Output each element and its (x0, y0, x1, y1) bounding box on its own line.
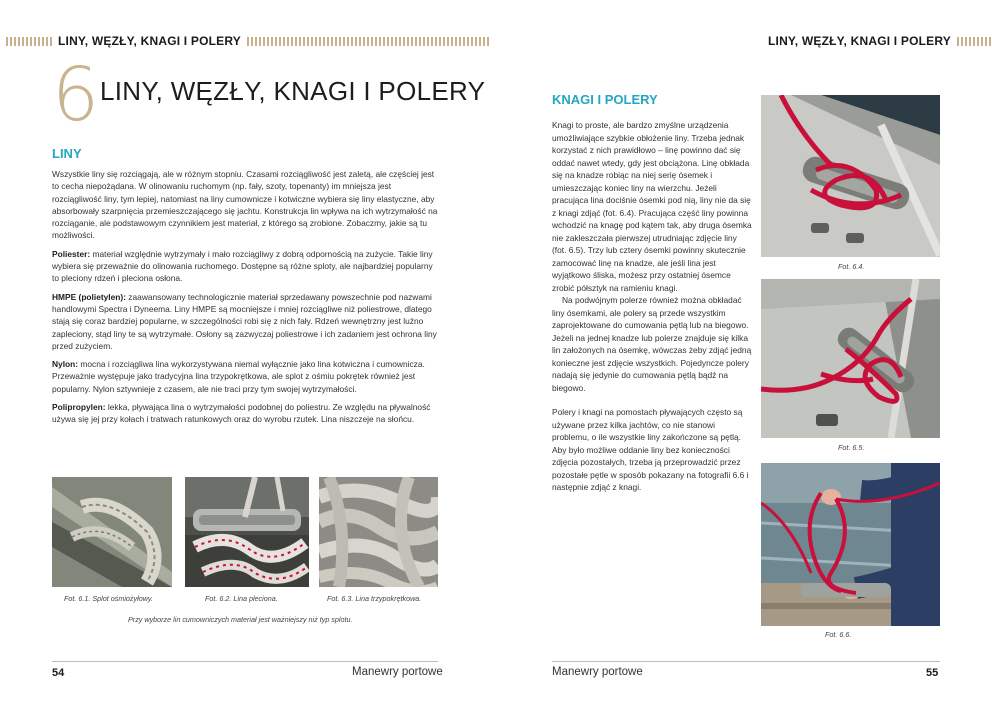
right-running-header (496, 34, 992, 48)
left-body-text (52, 168, 438, 432)
material-hmpe (52, 291, 438, 352)
photo-6-2-braided-rope (185, 477, 309, 587)
material-text: materiał względnie wytrzymały i mało rozciągliwy z dobrą odpornością na zużycie. Takie liny wybiera się przeważnie do olinowania ruchomego. Dostępne są różne sploty, ale najbardziej popularny to pleciony rdzeń i pleciona osłona. (52, 248, 433, 284)
page-number-right: 55 (926, 667, 939, 679)
material-poliester (52, 248, 438, 285)
photo-6-3-three-strand-rope (319, 477, 438, 587)
chapter-title: LINY, WĘZŁY, KNAGI I POLERY (100, 76, 486, 106)
material-nylon (52, 358, 438, 395)
material-polipropylen (52, 401, 438, 426)
left-running-header (0, 34, 496, 48)
material-text: lekka, pływająca lina o wytrzymałości podobnej do poliestru. Ze względu na pływalność używa się jej przy kołach i tratwach ratunkowych oraz do wyrobu rzutek. Lina niszczeje na słońcu. (52, 402, 431, 425)
intro-paragraph: Wszystkie liny się rozciągają, ale w różnym stopniu. Czasami rozciągliwość jest zaletą, ale częściej jest to cecha niepożądana. W olinowaniu ruchomym (np. fały, szoty, topenanty) im mniejsza jest rozciągliwość liny, tym lepiej, natomiast na liny cumownicze i kotwiczne wybiera się liny elastyczne, aby absorbowały szarpnięcia przemieszczającego się jachtu. Konstrukcja lin wpływa na ich wytrzymałość na rozciąganie, ale podstawowym czynnikiem jest materiał, z którego są zrobione. Zobaczmy, jakie są tu możliwości. (52, 169, 438, 241)
photo-6-1-eight-strand-splice (52, 477, 172, 587)
running-head-right: LINY, WĘZŁY, KNAGI I POLERY (768, 34, 951, 48)
paragraph-knagi-intro: Knagi to proste, ale bardzo zmyślne urządzenia umożliwiające szybkie obłożenie liny. Trzeba jednak korzystać z nich prawidłowo – linę powinno dać się oddać nawet wtedy, gdy jest obciążona. Linę obkłada się na knadze robiąc na niej serię ósemek i umieszczając koniec liny na wierzchu. Jeżeli pracująca lina dociśnie ósemki pod nią, liny nie da się z knagi zdjąć (fot. 6.4). Pracująca część liny powinna wchodzić na knagę pod kątem tak, aby druga ósemka nie zakleszczała pierwszej utrudniając zdjęcie liny (fot. 6.5). Trzy lub cztery ósemki powinny skutecznie zamocować linę na knadze, ale jeśli lina jest wyjątkowo śliska, możesz przy ostatniej ósemce zrobić półsztyk na ramieniu knagi. (552, 120, 752, 293)
paragraph-polery: Na podwójnym polerze również można obkładać liny ósemkami, ale polery są przede wszystkim zaprojektowane do cumowania pętlą lub na biegowo. Jeżeli na jednej knadze lub polerze znajduje się kilka lin założonych na ósemkę, wówczas żeby zdjąć jedną konieczne jest zdjęcie wszystkich. Pojedyncze polery nadają się jedynie do cumowania pętlą bądź na biegowo. (552, 295, 752, 393)
right-body-text (552, 119, 752, 494)
photo-note: Przy wyborze lin cumowniczych materiał jest ważniejszy niż typ splotu. (128, 615, 353, 624)
material-term: HMPE (polietylen): (52, 291, 126, 302)
caption-photo-6-6: Fot. 6.6. (825, 630, 852, 639)
paragraph-pomosty: Polery i knagi na pomostach pływających często są używane przez kilka jachtów, co nie stanowi problemu, o ile wszystkie liny zakończone są pętlą. Aby było możliwe oddanie liny bez konieczności zdjęcia pozostałych, trzeba ją przeprowadzić przez pozostałe pętle w sposób pokazany na fotografii 6.6 i następnie zdjąć z knagi. (552, 407, 749, 492)
photo-6-6-lines-through-loops (761, 463, 940, 626)
material-text: zaawansowany technologicznie materiał sprzedawany powszechnie pod nazwami handlowymi Spectra i Dyneema. Liny HMPE są mocniejsze i mniej rozciągliwe niż poliestrowe, dlatego stają się coraz bardziej popularne, w szczególności robi się z nich fały. Rdzeń wewnętrzny jest luźno zapleciony, stąd liny te są wytrzymałe. Osłony są zazwyczaj poliestrowe i ich zadaniem jest ochrona liny przed zużyciem. (52, 291, 437, 351)
section-title-knagi: KNAGI I POLERY (552, 92, 658, 107)
caption-photo-6-4: Fot. 6.4. (838, 262, 865, 271)
footer-rule-left (52, 661, 438, 662)
header-stripes-left (6, 37, 54, 46)
paragraph-gap (552, 394, 752, 406)
caption-photo-6-3: Fot. 6.3. Lina trzypokrętkowa. (327, 594, 422, 603)
footer-title-right: Manewry portowe (552, 666, 643, 678)
material-term: Polipropylen: (52, 402, 106, 413)
photo-6-5-cleat-correct (761, 279, 940, 438)
caption-photo-6-5: Fot. 6.5. (838, 443, 865, 452)
material-term: Poliester: (52, 248, 91, 259)
material-text: mocna i rozciągliwa lina wykorzystywana niemal wyłącznie jako lina kotwiczna i cumownicza. Przeważnie występuje jako tradycyjna lina trzypokrętkowa, ale splot z ośmiu pokrętek również jest popularny. Nylon sztywnieje z czasem, ale nie traci przy tym swojej wytrzymałości. (52, 359, 425, 394)
footer-title-left: Manewry portowe (352, 666, 443, 678)
photo-6-4-cleat-wrong (761, 95, 940, 257)
page-number-left: 54 (52, 667, 65, 679)
caption-photo-6-2: Fot. 6.2. Lina pleciona. (205, 594, 278, 603)
material-term: Nylon: (52, 359, 79, 370)
header-stripes-left-long (247, 37, 490, 46)
chapter-number: 6 (52, 52, 100, 138)
section-title-liny: LINY (52, 146, 82, 161)
caption-photo-6-1: Fot. 6.1. Splot ośmiożyłowy. (64, 594, 153, 603)
running-head-left: LINY, WĘZŁY, KNAGI I POLERY (58, 34, 241, 48)
header-stripes-right (957, 37, 992, 46)
footer-rule-right (552, 661, 940, 662)
